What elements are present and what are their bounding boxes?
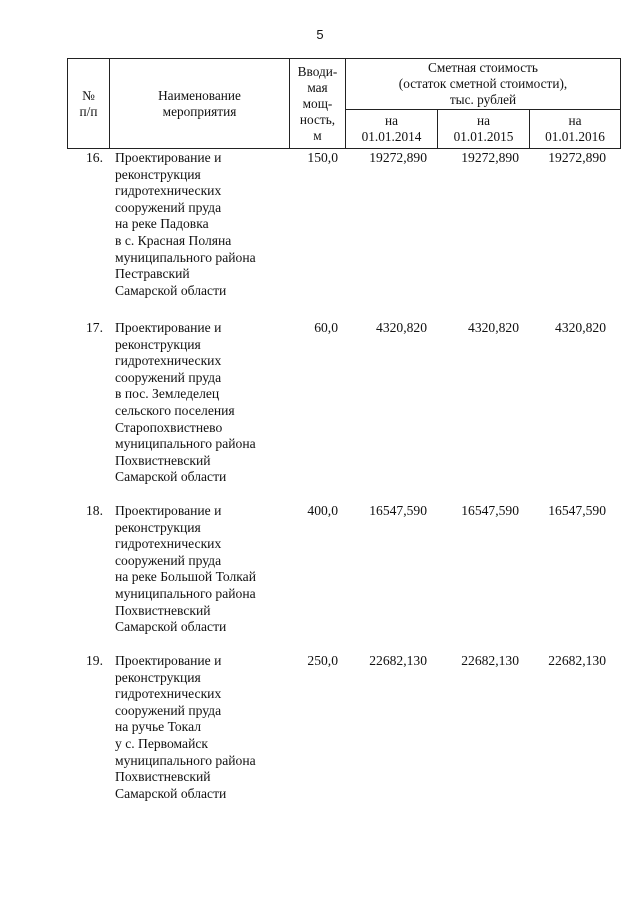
row-name-line: на ручье Токал [115, 719, 202, 735]
row-cost-2016: 4320,820 [555, 320, 606, 335]
header-date-2015-text: на 01.01.2015 [453, 113, 514, 144]
row-name [115, 503, 287, 636]
row-name-line: Проектирование и [115, 653, 222, 668]
row-name-line: Самарской области [115, 469, 227, 485]
page-number: 5 [316, 27, 324, 42]
row-name-line: реконструкция [115, 669, 201, 685]
row-cost-2015: 16547,590 [461, 503, 519, 518]
table-body [67, 150, 620, 801]
row-name-line: муниципального района [115, 436, 256, 452]
row-cost-2016: 16547,590 [548, 503, 606, 518]
header-date-2014 [346, 110, 438, 149]
row-name-line: сооружений пруда [115, 199, 222, 215]
row-cost-2014: 4320,820 [376, 320, 427, 335]
row-number: 18. [86, 503, 103, 518]
row-name-line: гидротехнических [115, 183, 222, 199]
row-name-line: сооружений пруда [115, 369, 222, 385]
row-name [115, 320, 287, 486]
header-date-2015 [438, 110, 530, 149]
row-name-line: реконструкция [115, 166, 201, 182]
row-name-line: муниципального района [115, 249, 256, 265]
row-capacity: 400,0 [307, 503, 338, 518]
row-name-line: сельского поселения [115, 402, 235, 418]
row-name-line: Самарской области [115, 282, 227, 298]
row-name [115, 150, 287, 299]
row-number: 17. [86, 320, 103, 335]
row-name-line: муниципального района [115, 752, 256, 768]
row-cost-2014: 19272,890 [369, 150, 427, 165]
row-name-line: гидротехнических [115, 353, 222, 369]
header-num [68, 59, 110, 149]
table-header [67, 58, 621, 149]
row-name-line: в пос. Земледелец [115, 386, 220, 402]
header-capacity-text: Вводи- мая мощ- ность, м [297, 63, 338, 143]
row-name-line: Самарской области [115, 619, 227, 635]
row-name-line: муниципального района [115, 585, 256, 601]
row-name-line: гидротехнических [115, 536, 222, 552]
row-name-line: у с. Первомайск [115, 735, 208, 751]
row-cost-2014: 16547,590 [369, 503, 427, 518]
row-name-line: в с. Красная Поляна [115, 232, 232, 248]
header-num-text: № п/п [79, 87, 98, 119]
row-name-line: Проектирование и [115, 150, 222, 165]
row-name-line: Похвистневский [115, 602, 211, 618]
header-cost-group [346, 59, 621, 110]
header-capacity [290, 59, 346, 149]
row-cost-2015: 19272,890 [461, 150, 519, 165]
row-name-line: на реке Большой Толкай [115, 569, 256, 585]
row-capacity: 250,0 [307, 653, 338, 668]
table-row [67, 320, 620, 495]
table-row [67, 653, 620, 813]
header-date-2016-text: на 01.01.2016 [545, 113, 605, 144]
row-name-line: Похвистневский [115, 452, 211, 468]
table-row [67, 503, 620, 645]
row-name-line: Похвистневский [115, 769, 211, 785]
header-name [110, 59, 290, 149]
row-number: 19. [86, 653, 103, 668]
row-cost-2016: 22682,130 [548, 653, 606, 668]
row-name-line: Пестравский [115, 266, 190, 282]
row-name [115, 653, 287, 802]
row-number: 16. [86, 150, 103, 165]
row-name-line: реконструкция [115, 519, 201, 535]
row-cost-2015: 22682,130 [461, 653, 519, 668]
row-cost-2015: 4320,820 [468, 320, 519, 335]
row-cost-2014: 22682,130 [369, 653, 427, 668]
header-name-text: Наименование мероприятия [158, 87, 241, 119]
row-name-line: Проектирование и [115, 320, 222, 335]
row-name-line: Проектирование и [115, 503, 222, 518]
row-name-line: сооружений пруда [115, 552, 222, 568]
row-capacity: 60,0 [314, 320, 338, 335]
row-name-line: сооружений пруда [115, 702, 222, 718]
row-name-line: Самарской области [115, 785, 227, 801]
row-name-line: реконструкция [115, 336, 201, 352]
row-name-line: на реке Падовка [115, 216, 209, 232]
header-date-2016 [530, 110, 621, 149]
header-cost-group-text: Сметная стоимость (остаток сметной стоимости), тыс. рублей [398, 60, 568, 107]
row-capacity: 150,0 [307, 150, 338, 165]
row-cost-2016: 19272,890 [548, 150, 606, 165]
row-name-line: гидротехнических [115, 686, 222, 702]
row-name-line: Старопохвистнево [115, 419, 223, 435]
table-row [67, 150, 620, 310]
header-date-2014-text: на 01.01.2014 [361, 113, 422, 144]
